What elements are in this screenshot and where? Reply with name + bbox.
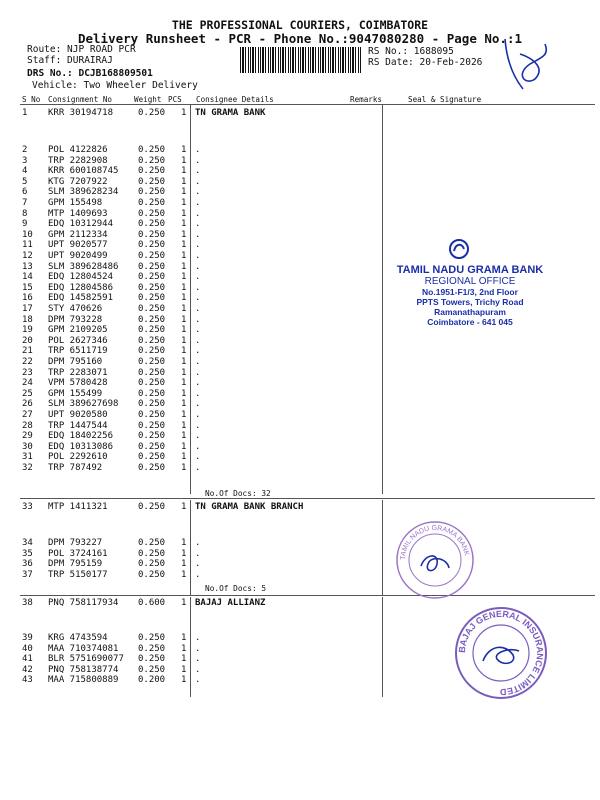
weight-value: 0.250 — [138, 187, 166, 198]
consignee-name: . — [195, 261, 201, 272]
courier-signature — [495, 34, 555, 94]
consignee-name: . — [195, 314, 201, 325]
consignment-number: KRR 30194718 — [48, 108, 114, 118]
docs-count: No.Of Docs: 32 — [205, 489, 271, 498]
serial-number: 22 — [22, 357, 33, 367]
pieces-count: 1 — [181, 367, 187, 378]
weight-value: 0.250 — [138, 388, 166, 399]
serial-number: 28 — [22, 420, 33, 431]
consignment-number: UPT 9020580 — [48, 410, 108, 420]
weight-value: 0.250 — [138, 643, 166, 654]
table-row — [0, 346, 600, 357]
consignee-name: . — [195, 187, 201, 198]
weight-value: 0.250 — [138, 166, 166, 177]
pieces-count: 1 — [181, 569, 187, 580]
pieces-count: 1 — [181, 431, 187, 442]
weight-value: 0.250 — [138, 502, 166, 512]
consignee-name: . — [195, 335, 201, 346]
rs-date: RS Date: 20-Feb-2026 — [368, 57, 483, 68]
stamp-line: No.1951-F1/3, 2nd Floor — [422, 287, 518, 297]
serial-number: 15 — [22, 282, 33, 293]
rs-number: RS No.: 1688095 — [368, 46, 454, 57]
weight-value: 0.250 — [138, 325, 166, 336]
consignment-number: TRP 1447544 — [48, 420, 108, 431]
weight-value: 0.250 — [138, 633, 166, 643]
serial-number: 9 — [22, 219, 28, 230]
pieces-count: 1 — [181, 357, 187, 367]
serial-number: 14 — [22, 272, 33, 283]
pieces-count: 1 — [181, 155, 187, 166]
consignment-number: GPM 2112334 — [48, 229, 108, 240]
docs-count: No.Of Docs: 5 — [205, 584, 267, 593]
table-row — [0, 559, 600, 570]
consignment-number: KTG 7207922 — [48, 176, 108, 187]
serial-number: 23 — [22, 367, 33, 378]
runsheet-subtitle: Delivery Runsheet - PCR - Phone No.:9047080280 - Page No.:1 — [77, 31, 522, 46]
weight-value: 0.250 — [138, 357, 166, 367]
pieces-count: 1 — [181, 261, 187, 272]
consignee-name: . — [195, 304, 201, 314]
consignee-name: . — [195, 282, 201, 293]
pieces-count: 1 — [181, 598, 187, 608]
serial-number: 42 — [22, 664, 33, 675]
weight-value: 0.250 — [138, 378, 166, 389]
weight-value: 0.250 — [138, 569, 166, 580]
consignee-name: . — [195, 643, 201, 654]
serial-number: 4 — [22, 166, 28, 177]
consignment-number: MTP 1409693 — [48, 208, 108, 219]
route-label: Route: NJP ROAD PCR — [27, 44, 136, 55]
consignee-name: . — [195, 664, 201, 675]
serial-number: 21 — [22, 346, 33, 357]
weight-value: 0.250 — [138, 548, 166, 559]
serial-number: 27 — [22, 410, 33, 420]
pieces-count: 1 — [181, 229, 187, 240]
consignment-number: EDQ 10312944 — [48, 219, 114, 230]
consignment-number: TRP 2282908 — [48, 155, 108, 166]
weight-value: 0.250 — [138, 463, 166, 473]
serial-number: 30 — [22, 441, 33, 452]
consignment-number: GPM 155499 — [48, 388, 103, 399]
consignment-number: KRG 4743594 — [48, 633, 108, 643]
serial-number: 5 — [22, 176, 28, 187]
pieces-count: 1 — [181, 538, 187, 548]
pieces-count: 1 — [181, 643, 187, 654]
consignment-number: POL 3724161 — [48, 548, 108, 559]
weight-value: 0.250 — [138, 251, 166, 261]
consignment-number: STY 470626 — [48, 304, 103, 314]
svg-text:BAJAJ GENERAL INSURANCE LIMITE — [457, 609, 545, 697]
pieces-count: 1 — [181, 502, 187, 512]
serial-number: 12 — [22, 251, 33, 261]
consignee-name: . — [195, 219, 201, 230]
table-row — [0, 166, 600, 177]
consignee-name: . — [195, 399, 201, 410]
consignment-number: DPM 795159 — [48, 559, 103, 570]
serial-number: 43 — [22, 675, 33, 686]
consignment-number: TRP 787492 — [48, 463, 103, 473]
pieces-count: 1 — [181, 654, 187, 665]
consignment-number: TRP 2283071 — [48, 367, 108, 378]
col-remarks: Remarks — [350, 95, 383, 104]
consignee-name: . — [195, 357, 201, 367]
pieces-count: 1 — [181, 410, 187, 420]
serial-number: 25 — [22, 388, 33, 399]
table-row — [0, 187, 600, 198]
pieces-count: 1 — [181, 388, 187, 399]
pieces-count: 1 — [181, 108, 187, 118]
pieces-count: 1 — [181, 251, 187, 261]
consignee-name: . — [195, 367, 201, 378]
consignment-number: POL 2292610 — [48, 452, 108, 463]
page-title: THE PROFESSIONAL COURIERS, COIMBATORE — [171, 18, 429, 32]
weight-value: 0.250 — [138, 155, 166, 166]
consignment-number: EDQ 10313086 — [48, 441, 114, 452]
consignment-number: SLM 389627698 — [48, 399, 119, 410]
table-row — [0, 452, 600, 463]
consignment-number: GPM 155498 — [48, 198, 103, 208]
serial-number: 36 — [22, 559, 33, 570]
consignee-name: . — [195, 420, 201, 431]
consignee-name: . — [195, 325, 201, 336]
table-row — [0, 240, 600, 251]
consignee-name: BAJAJ ALLIANZ — [195, 598, 266, 608]
serial-number: 34 — [22, 538, 33, 548]
bajaj-stamp-text: BAJAJ GENERAL INSURANCE LIMITED — [456, 608, 546, 698]
weight-value: 0.250 — [138, 176, 166, 187]
weight-value: 0.250 — [138, 314, 166, 325]
vehicle-label: Vehicle: Two Wheeler Delivery — [32, 80, 198, 91]
pieces-count: 1 — [181, 304, 187, 314]
col-pcs: PCS — [168, 95, 182, 104]
pieces-count: 1 — [181, 378, 187, 389]
consignment-number: SLM 389628234 — [48, 187, 119, 198]
serial-number: 18 — [22, 314, 33, 325]
serial-number: 10 — [22, 229, 33, 240]
consignee-name: . — [195, 346, 201, 357]
pieces-count: 1 — [181, 198, 187, 208]
serial-number: 24 — [22, 378, 33, 389]
weight-value: 0.250 — [138, 272, 166, 283]
col-consignee: Consignee Details — [196, 95, 274, 104]
pieces-count: 1 — [181, 166, 187, 177]
weight-value: 0.250 — [138, 431, 166, 442]
weight-value: 0.250 — [138, 367, 166, 378]
serial-number: 7 — [22, 198, 28, 208]
weight-value: 0.250 — [138, 452, 166, 463]
serial-number: 20 — [22, 335, 33, 346]
serial-number: 6 — [22, 187, 28, 198]
consignment-number: MAA 710374081 — [48, 643, 119, 654]
serial-number: 19 — [22, 325, 33, 336]
weight-value: 0.250 — [138, 559, 166, 570]
serial-number: 40 — [22, 643, 33, 654]
serial-number: 2 — [22, 145, 28, 155]
consignment-number: UPT 9020499 — [48, 251, 108, 261]
consignment-number: BLR 5751690077 — [48, 654, 124, 665]
consignment-number: KRR 600108745 — [48, 166, 119, 177]
pieces-count: 1 — [181, 325, 187, 336]
weight-value: 0.250 — [138, 335, 166, 346]
serial-number: 33 — [22, 502, 33, 512]
weight-value: 0.200 — [138, 675, 166, 686]
table-row — [0, 570, 600, 581]
consignment-number: PNQ 758138774 — [48, 664, 119, 675]
weight-value: 0.250 — [138, 441, 166, 452]
consignee-name: . — [195, 452, 201, 463]
serial-number: 1 — [22, 108, 28, 118]
staff-label: Staff: DURAIRAJ — [27, 55, 113, 66]
table-row — [0, 251, 600, 262]
consignment-number: TRP 5150177 — [48, 569, 108, 580]
table-row — [0, 549, 600, 560]
pieces-count: 1 — [181, 452, 187, 463]
serial-number: 3 — [22, 155, 28, 166]
pieces-count: 1 — [181, 463, 187, 473]
weight-value: 0.250 — [138, 654, 166, 665]
pieces-count: 1 — [181, 399, 187, 410]
consignee-name: . — [195, 240, 201, 251]
consignee-name: . — [195, 176, 201, 187]
consignment-number: POL 2627346 — [48, 335, 108, 346]
consignee-name: TN GRAMA BANK BRANCH — [195, 502, 304, 512]
serial-number: 29 — [22, 431, 33, 442]
consignee-name: . — [195, 569, 201, 580]
pieces-count: 1 — [181, 664, 187, 675]
consignment-number: EDQ 12804524 — [48, 272, 114, 283]
serial-number: 41 — [22, 654, 33, 665]
pieces-count: 1 — [181, 145, 187, 155]
serial-number: 16 — [22, 293, 33, 304]
stamp-bank-name: TAMIL NADU GRAMA BANK — [396, 264, 544, 276]
table-row — [0, 177, 600, 188]
stamp-line: Coimbatore - 641 045 — [427, 317, 513, 327]
serial-number: 32 — [22, 463, 33, 473]
serial-number: 11 — [22, 240, 33, 251]
consignment-number: DPM 793228 — [48, 314, 103, 325]
weight-value: 0.250 — [138, 304, 166, 314]
consignee-name: . — [195, 431, 201, 442]
pieces-count: 1 — [181, 208, 187, 219]
table-row — [0, 538, 600, 549]
weight-value: 0.250 — [138, 293, 166, 304]
bank-logo-icon — [447, 237, 471, 261]
col-consignment: Consignment No — [48, 95, 113, 104]
pieces-count: 1 — [181, 335, 187, 346]
weight-value: 0.250 — [138, 198, 166, 208]
consignee-name: . — [195, 441, 201, 452]
pieces-count: 1 — [181, 240, 187, 251]
weight-value: 0.250 — [138, 108, 166, 118]
weight-value: 0.250 — [138, 145, 166, 155]
pieces-count: 1 — [181, 675, 187, 686]
pieces-count: 1 — [181, 441, 187, 452]
consignment-number: EDQ 14582591 — [48, 293, 114, 304]
serial-number: 26 — [22, 399, 33, 410]
table-row — [0, 357, 600, 368]
col-sno: S No — [22, 95, 41, 104]
weight-value: 0.250 — [138, 261, 166, 272]
consignee-name: . — [195, 229, 201, 240]
weight-value: 0.250 — [138, 240, 166, 251]
weight-value: 0.250 — [138, 410, 166, 420]
weight-value: 0.250 — [138, 346, 166, 357]
weight-value: 0.600 — [138, 598, 166, 608]
consignment-number: PNQ 758117934 — [48, 598, 119, 608]
consignment-number: GPM 2109205 — [48, 325, 108, 336]
consignee-name: . — [195, 251, 201, 261]
col-seal: Seal & Signature — [408, 95, 482, 104]
pieces-count: 1 — [181, 559, 187, 570]
col-weight: Weight — [134, 95, 162, 104]
consignment-number: SLM 389628486 — [48, 261, 119, 272]
weight-value: 0.250 — [138, 219, 166, 230]
branch-round-stamp — [393, 518, 477, 602]
consignment-number: EDQ 18402256 — [48, 431, 114, 442]
table-row — [0, 368, 600, 379]
bank-address-stamp — [385, 264, 555, 327]
consignee-name: . — [195, 388, 201, 399]
barcode — [240, 47, 362, 73]
round-stamp-text: TAMIL NADU GRAMA BANK — [399, 524, 470, 561]
consignee-name: . — [195, 166, 201, 177]
table-row — [0, 156, 600, 167]
pieces-count: 1 — [181, 176, 187, 187]
consignee-name: . — [195, 208, 201, 219]
consignee-name: . — [195, 155, 201, 166]
consignee-name: . — [195, 145, 201, 155]
serial-number: 38 — [22, 598, 33, 608]
table-row — [0, 230, 600, 241]
pieces-count: 1 — [181, 420, 187, 431]
consignment-number: DPM 795160 — [48, 357, 103, 367]
table-row — [0, 219, 600, 230]
weight-value: 0.250 — [138, 282, 166, 293]
consignment-number: UPT 9020577 — [48, 240, 108, 251]
table-row — [0, 442, 600, 453]
consignee-name: TN GRAMA BANK — [195, 108, 266, 118]
consignment-number: TRP 6511719 — [48, 346, 108, 357]
table-row — [0, 502, 600, 513]
serial-number: 35 — [22, 548, 33, 559]
serial-number: 31 — [22, 452, 33, 463]
consignment-number: MTP 1411321 — [48, 502, 108, 512]
pieces-count: 1 — [181, 219, 187, 230]
bajaj-insurance-stamp — [453, 605, 549, 701]
table-row — [0, 378, 600, 389]
table-row — [0, 431, 600, 442]
pieces-count: 1 — [181, 633, 187, 643]
consignee-name: . — [195, 378, 201, 389]
pieces-count: 1 — [181, 272, 187, 283]
consignment-number: VPM 5780428 — [48, 378, 108, 389]
consignee-name: . — [195, 463, 201, 473]
consignee-name: . — [195, 272, 201, 283]
divider — [20, 595, 595, 596]
divider — [20, 498, 595, 499]
table-row — [0, 421, 600, 432]
weight-value: 0.250 — [138, 664, 166, 675]
weight-value: 0.250 — [138, 208, 166, 219]
divider — [20, 104, 595, 105]
table-row — [0, 108, 600, 119]
weight-value: 0.250 — [138, 420, 166, 431]
serial-number: 39 — [22, 633, 33, 643]
pieces-count: 1 — [181, 548, 187, 559]
table-row — [0, 463, 600, 474]
consignee-name: . — [195, 559, 201, 570]
table-row — [0, 145, 600, 156]
pieces-count: 1 — [181, 187, 187, 198]
stamp-line: Ramanathapuram — [434, 307, 506, 317]
serial-number: 8 — [22, 208, 28, 219]
consignee-name: . — [195, 654, 201, 665]
consignee-name: . — [195, 538, 201, 548]
drs-number: DRS No.: DCJB168809501 — [27, 68, 153, 79]
serial-number: 37 — [22, 569, 33, 580]
consignee-name: . — [195, 293, 201, 304]
consignment-number: DPM 793227 — [48, 538, 103, 548]
serial-number: 13 — [22, 261, 33, 272]
weight-value: 0.250 — [138, 229, 166, 240]
table-row — [0, 389, 600, 400]
pieces-count: 1 — [181, 346, 187, 357]
weight-value: 0.250 — [138, 538, 166, 548]
consignee-name: . — [195, 198, 201, 208]
consignment-number: MAA 715800889 — [48, 675, 119, 686]
table-row — [0, 336, 600, 347]
consignee-name: . — [195, 633, 201, 643]
table-row — [0, 410, 600, 421]
pieces-count: 1 — [181, 314, 187, 325]
table-row — [0, 209, 600, 220]
pieces-count: 1 — [181, 282, 187, 293]
table-row — [0, 399, 600, 410]
stamp-line: PPTS Towers, Trichy Road — [416, 297, 524, 307]
consignee-name: . — [195, 675, 201, 686]
consignment-number: POL 4122826 — [48, 145, 108, 155]
consignee-name: . — [195, 548, 201, 559]
weight-value: 0.250 — [138, 399, 166, 410]
pieces-count: 1 — [181, 293, 187, 304]
stamp-office: REGIONAL OFFICE — [424, 276, 516, 287]
consignment-number: EDQ 12804586 — [48, 282, 114, 293]
serial-number: 17 — [22, 304, 33, 314]
table-row — [0, 198, 600, 209]
consignee-name: . — [195, 410, 201, 420]
